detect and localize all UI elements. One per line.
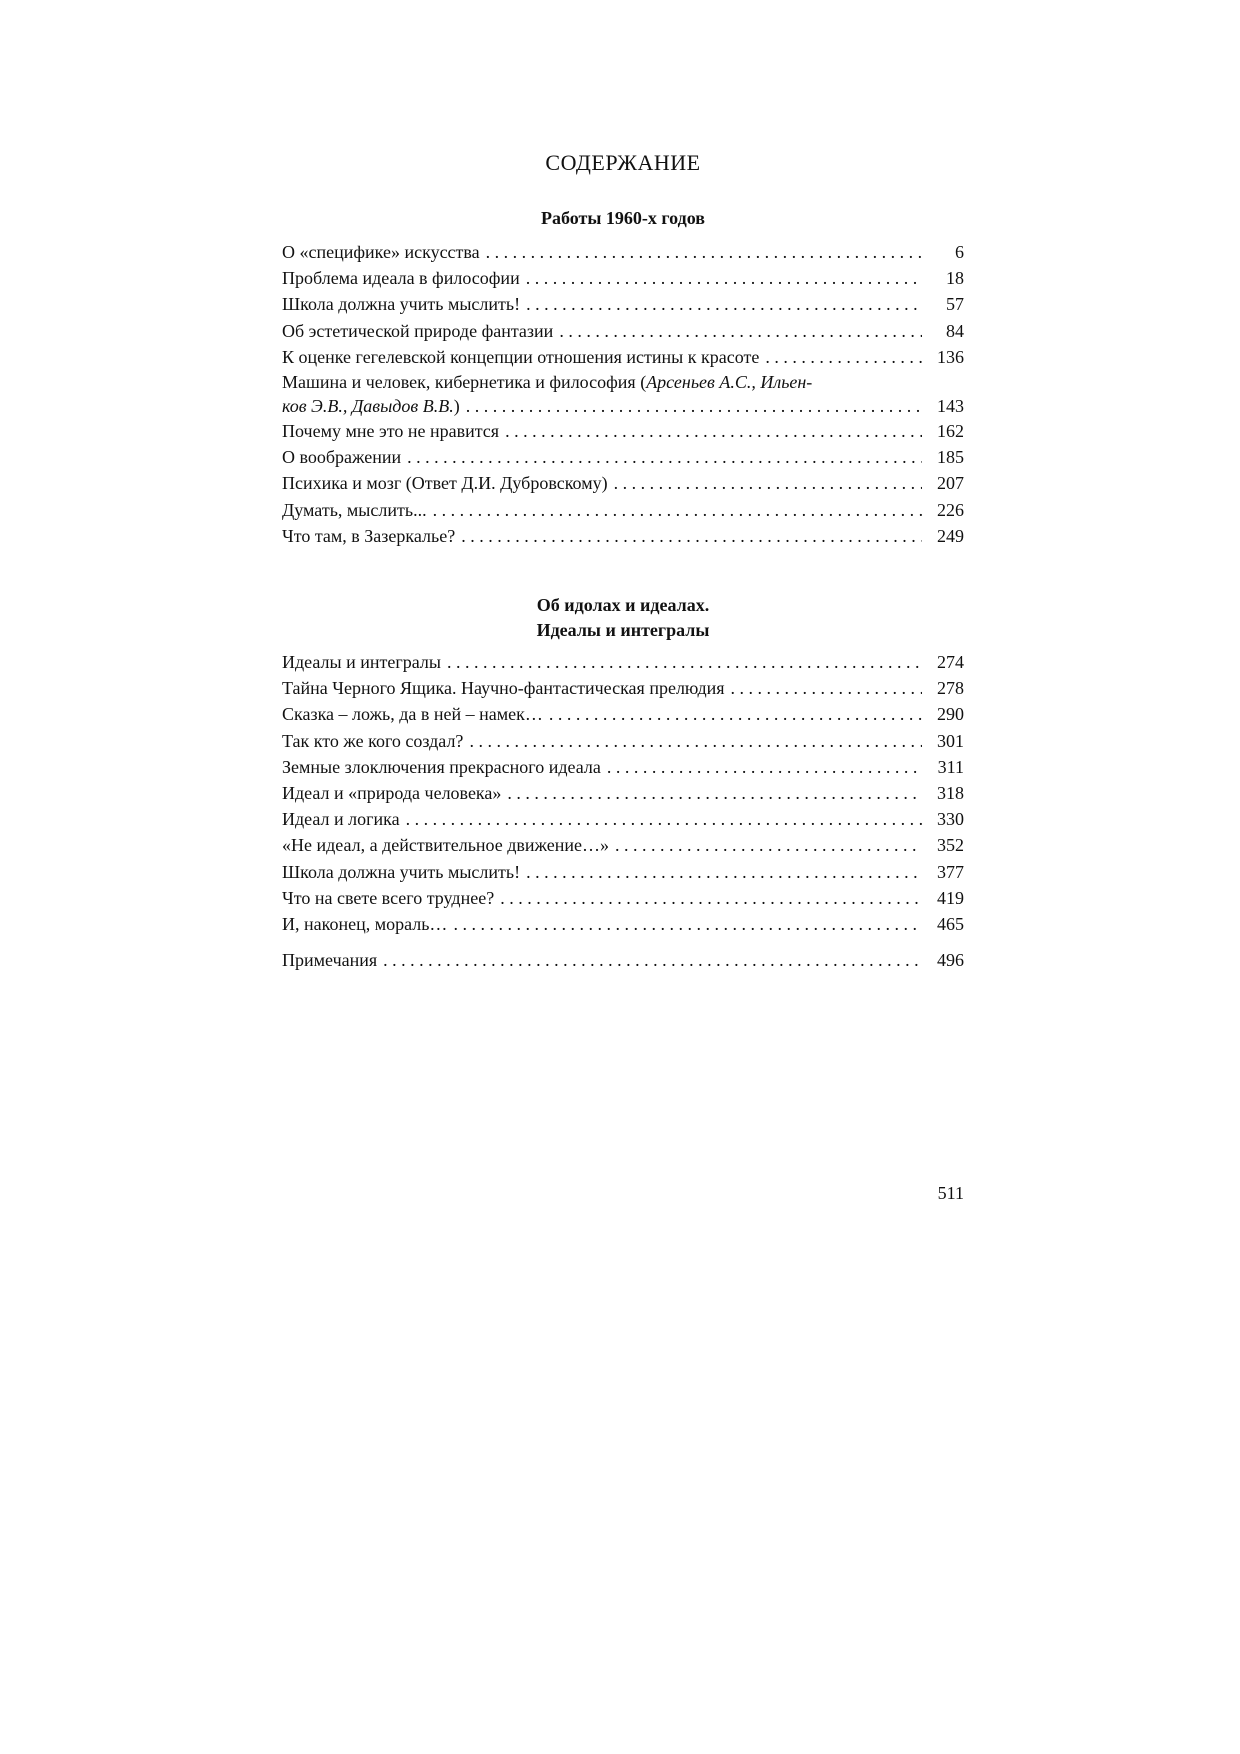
toc-entry-title-line1	[282, 370, 964, 394]
toc-entry-page: 301	[937, 730, 964, 751]
toc-entry[interactable]	[282, 675, 964, 701]
toc-entry-page: 496	[937, 950, 964, 971]
toc-entry[interactable]	[282, 911, 964, 937]
dot-leader	[433, 497, 922, 523]
toc-entry[interactable]	[282, 497, 964, 523]
toc-entry[interactable]	[282, 832, 964, 858]
page-title: СОДЕРЖАНИЕ	[545, 150, 701, 175]
toc-entry[interactable]	[282, 728, 964, 754]
toc-entry-page: 136	[937, 346, 964, 367]
toc-entry-page: 377	[937, 861, 964, 882]
dot-leader	[383, 947, 922, 973]
dot-leader	[549, 701, 922, 727]
section-heading-line2: Идеалы и интегралы	[536, 620, 710, 640]
toc-entry-title: Школа должна учить мыслить!	[282, 861, 521, 882]
dot-leader	[526, 859, 922, 885]
dot-leader	[406, 806, 922, 832]
toc-entry[interactable]	[282, 859, 964, 885]
toc-entry-title: Сказка – ложь, да в ней – намек…	[282, 704, 543, 725]
toc-entry-title: Почему мне это не нравится	[282, 420, 500, 441]
toc-entry-title: Идеалы и интегралы	[282, 652, 441, 672]
toc-entry-page: 311	[937, 756, 964, 777]
toc-entry-page: 6	[955, 242, 964, 262]
toc-entry-title: О воображении	[282, 447, 402, 468]
toc-entry[interactable]	[282, 885, 964, 911]
toc-entry-title: Думать, мыслить...	[282, 499, 427, 520]
toc-entry-title: Что там, в Зазеркалье?	[282, 525, 456, 546]
dot-leader	[526, 265, 922, 291]
toc-entry-title: О «специфике» искусства	[282, 242, 480, 262]
toc-section-idols-ideals	[282, 593, 964, 973]
section-heading	[282, 593, 964, 643]
dot-leader	[466, 394, 922, 418]
toc-entry-multiline[interactable]	[282, 370, 964, 418]
toc-entry-page: 57	[946, 294, 964, 315]
dot-leader	[486, 239, 922, 265]
toc-entry-title: Психика и мозг (Ответ Д.И. Дубровскому)	[282, 473, 608, 494]
toc-entry[interactable]	[282, 649, 964, 675]
toc-entry-page: 419	[937, 887, 964, 908]
toc-entry[interactable]	[282, 265, 964, 291]
toc-entry[interactable]	[282, 318, 964, 344]
toc-entry[interactable]	[282, 444, 964, 470]
dot-leader	[407, 444, 922, 470]
toc-entry-title-authors: ков Э.В., Давыдов В.В.	[282, 395, 454, 416]
toc-entry-page: 249	[937, 525, 964, 546]
toc-entry-title: Об эстетической природе фантазии	[282, 320, 554, 341]
toc-entry-page: 18	[946, 268, 964, 289]
toc-entry-page: 226	[937, 499, 964, 520]
toc-entry-title: К оценке гегелевской концепции отношения истины к красоте	[282, 346, 760, 367]
dot-leader	[526, 291, 922, 317]
toc-entry[interactable]	[282, 806, 964, 832]
toc-entry[interactable]	[282, 239, 964, 265]
toc-entry-page: 84	[946, 320, 964, 341]
dot-leader	[614, 470, 922, 496]
dot-leader	[505, 418, 922, 444]
toc-entry-page: 278	[937, 678, 964, 699]
toc-entry-page: 318	[937, 782, 964, 803]
toc-entry-title: Школа должна учить мыслить!	[282, 294, 521, 315]
dot-leader	[731, 675, 922, 701]
toc-entry[interactable]	[282, 418, 964, 444]
dot-leader	[500, 885, 922, 911]
dot-leader	[615, 832, 922, 858]
toc-entry[interactable]	[282, 344, 964, 370]
dot-leader	[765, 344, 922, 370]
toc-entry-title: Тайна Черного Ящика. Научно-фантастическая прелюдия	[282, 678, 725, 699]
toc-entry[interactable]	[282, 523, 964, 549]
toc-entry-page: 465	[937, 913, 964, 934]
section-heading-line1: Об идолах и идеалах.	[536, 595, 710, 615]
toc-entry-page: 143	[937, 395, 964, 416]
dot-leader	[469, 728, 922, 754]
toc-entry[interactable]	[282, 780, 964, 806]
toc-entry-title-line2	[282, 394, 964, 418]
section-heading: Работы 1960-х годов	[541, 208, 705, 228]
toc-entry-page: 290	[937, 704, 964, 725]
toc-entry-title: Примечания	[282, 950, 378, 971]
toc-entry-title: Так кто же кого создал?	[282, 730, 464, 751]
toc-entry-title-authors: Арсеньев А.С., Ильен-	[646, 371, 813, 392]
toc-entry-notes[interactable]	[282, 947, 964, 973]
dot-leader	[447, 649, 922, 675]
toc-entry-title: И, наконец, мораль…	[282, 913, 448, 934]
dot-leader	[559, 318, 922, 344]
dot-leader	[461, 523, 922, 549]
toc-entry-title: Земные злоключения прекрасного идеала	[282, 756, 601, 777]
toc-entry-page: 330	[937, 809, 964, 830]
dot-leader	[607, 754, 922, 780]
dot-leader	[507, 780, 922, 806]
toc-entry[interactable]	[282, 701, 964, 727]
toc-entry-page: 274	[937, 652, 964, 672]
toc-entry-title: Идеал и «природа человека»	[282, 782, 502, 803]
page-number: 511	[937, 1183, 964, 1203]
toc-entry[interactable]	[282, 754, 964, 780]
toc-entry-title: «Не идеал, а действительное движение…»	[282, 835, 609, 856]
toc-entry-title-plain: )	[453, 395, 460, 416]
toc-entry-title: Проблема идеала в философии	[282, 268, 520, 289]
toc-entry[interactable]	[282, 291, 964, 317]
toc-entry-page: 185	[937, 447, 964, 468]
toc-entry-title: Идеал и логика	[282, 809, 400, 830]
toc-section-1960s	[282, 206, 964, 549]
dot-leader	[453, 911, 922, 937]
toc-entry[interactable]	[282, 470, 964, 496]
toc-entry-title-plain: Машина и человек, кибернетика и философия (	[282, 371, 647, 392]
toc-entry-page: 207	[937, 473, 964, 494]
toc-entry-page: 162	[937, 420, 964, 441]
toc-entry-title: Что на свете всего труднее?	[282, 887, 495, 908]
toc-entry-page: 352	[937, 835, 964, 856]
